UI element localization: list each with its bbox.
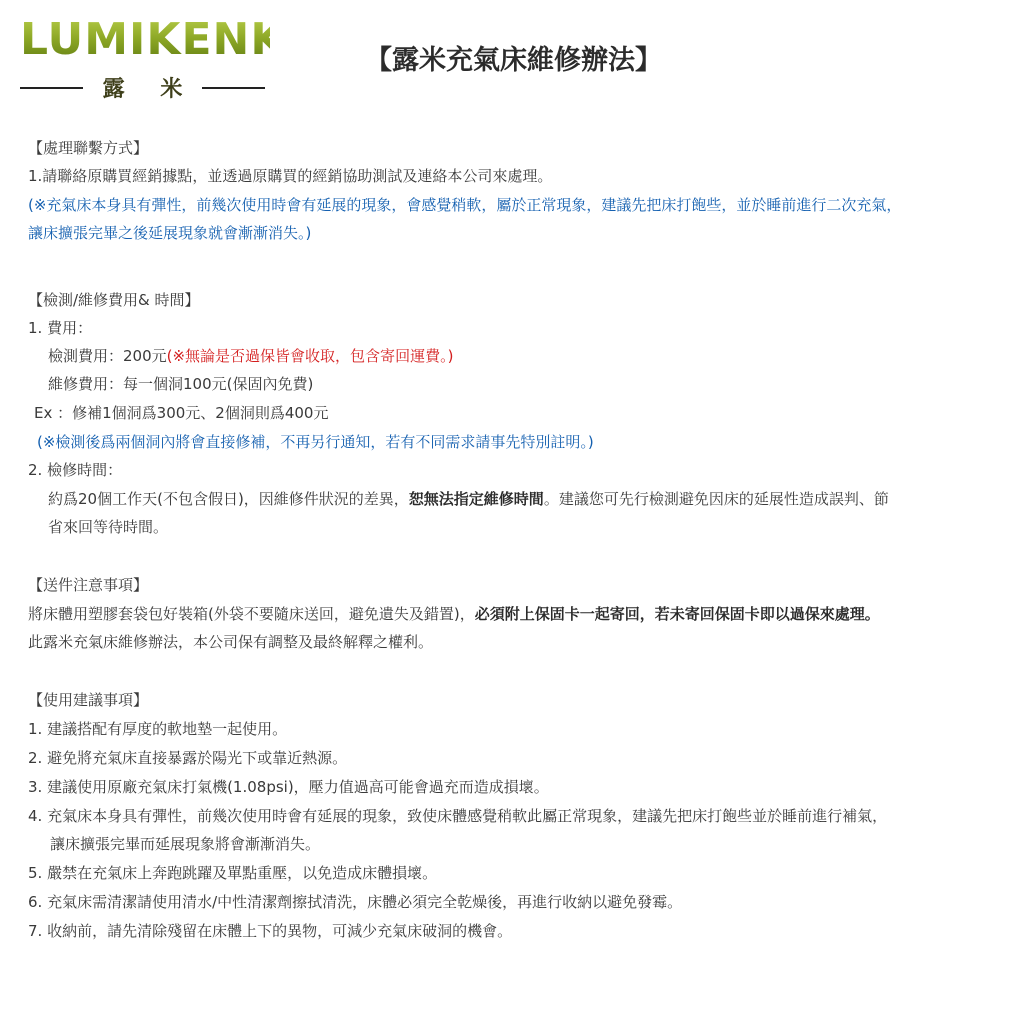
shipping-line-1-bold: 必須附上保固卡一起寄回，若未寄回保固卡即以過保來處理。 bbox=[474, 605, 880, 623]
usage-item-5: 5. 嚴禁在充氣床上奔跑跳躍及單點重壓，以免造成床體損壞。 bbox=[28, 864, 438, 882]
fees-time-b: 。建議您可先行檢測避免因床的延展性造成誤判、節 bbox=[543, 490, 889, 508]
usage-item-3: 3. 建議使用原廠充氣床打氣機(1.08psi)，壓力值過高可能會過充而造成損壞。 bbox=[28, 778, 549, 796]
fees-note: (※檢測後爲兩個洞內將會直接修補，不再另行通知，若有不同需求請事先特別註明。) bbox=[37, 433, 594, 451]
fees-repair: 維修費用：每一個洞100元(保固內免費) bbox=[48, 375, 314, 393]
usage-item-7: 7. 收納前，請先清除殘留在床體上下的異物，可減少充氣床破洞的機會。 bbox=[28, 922, 513, 940]
fees-item-2: 2. 檢修時間： bbox=[28, 461, 123, 479]
fees-inspect-row bbox=[48, 346, 453, 366]
contact-line-1: 1.請聯絡原購買經銷據點，並透過原購買的經銷協助測試及連絡本公司來處理。 bbox=[28, 167, 553, 185]
page-title: 【露米充氣床維修辦法】 bbox=[365, 45, 662, 76]
usage-item-4: 4. 充氣床本身具有彈性，前幾次使用時會有延展的現象，致使床體感覺稍軟此屬正常現象，建議先把床打飽些並於睡前進行補氣， bbox=[28, 807, 888, 825]
usage-item-1: 1. 建議搭配有厚度的軟地墊一起使用。 bbox=[28, 720, 288, 738]
fees-time-row bbox=[48, 489, 889, 509]
fees-time-bold: 恕無法指定維修時間 bbox=[408, 490, 544, 508]
fees-inspect-label: 檢測費用：200元 bbox=[48, 347, 167, 365]
fees-example: Ex ：修補1個洞爲300元、2個洞則爲400元 bbox=[34, 404, 329, 422]
logo-subtitle: 露 米 bbox=[102, 77, 197, 102]
fees-time-a: 約爲20個工作天(不包含假日)，因維修件狀況的差異， bbox=[48, 490, 409, 508]
fees-time-c: 省來回等待時間。 bbox=[48, 518, 169, 536]
usage-item-4-cont: 讓床擴張完畢而延展現象將會漸漸消失。 bbox=[50, 835, 321, 853]
usage-item-6: 6. 充氣床需清潔請使用清水/中性清潔劑擦拭清洗，床體必須完全乾燥後，再進行收納以避免發霉。 bbox=[28, 893, 683, 911]
shipping-heading: 【送件注意事項】 bbox=[28, 576, 149, 594]
logo-divider-left bbox=[20, 87, 83, 89]
usage-heading: 【使用建議事項】 bbox=[28, 691, 149, 709]
logo-subtitle-row bbox=[20, 72, 265, 103]
contact-note-1: (※充氣床本身具有彈性，前幾次使用時會有延展的現象，會感覺稍軟，屬於正常現象，建議先把床打飽些，並於睡前進行二次充氣， bbox=[28, 196, 902, 214]
contact-note-2: 讓床擴張完畢之後延展現象就會漸漸消失。) bbox=[28, 224, 312, 242]
fees-heading: 【檢測/維修費用& 時間】 bbox=[28, 291, 200, 309]
usage-item-2: 2. 避免將充氣床直接暴露於陽光下或靠近熱源。 bbox=[28, 749, 348, 767]
logo-divider-right bbox=[202, 87, 265, 89]
fees-item-1: 1. 費用： bbox=[28, 319, 93, 337]
brand-logo bbox=[20, 14, 317, 106]
shipping-line-1 bbox=[28, 604, 880, 624]
fees-inspect-note: (※無論是否過保皆會收取，包含寄回運費。) bbox=[166, 347, 454, 365]
shipping-line-1a: 將床體用塑膠套袋包好裝箱(外袋不要隨床送回，避免遺失及錯置)， bbox=[28, 605, 475, 623]
logo-wordmark: LUMIKENKä bbox=[20, 14, 317, 65]
shipping-line-2: 此露米充氣床維修辦法，本公司保有調整及最終解釋之權利。 bbox=[28, 633, 434, 651]
contact-heading: 【處理聯繫方式】 bbox=[28, 139, 149, 157]
